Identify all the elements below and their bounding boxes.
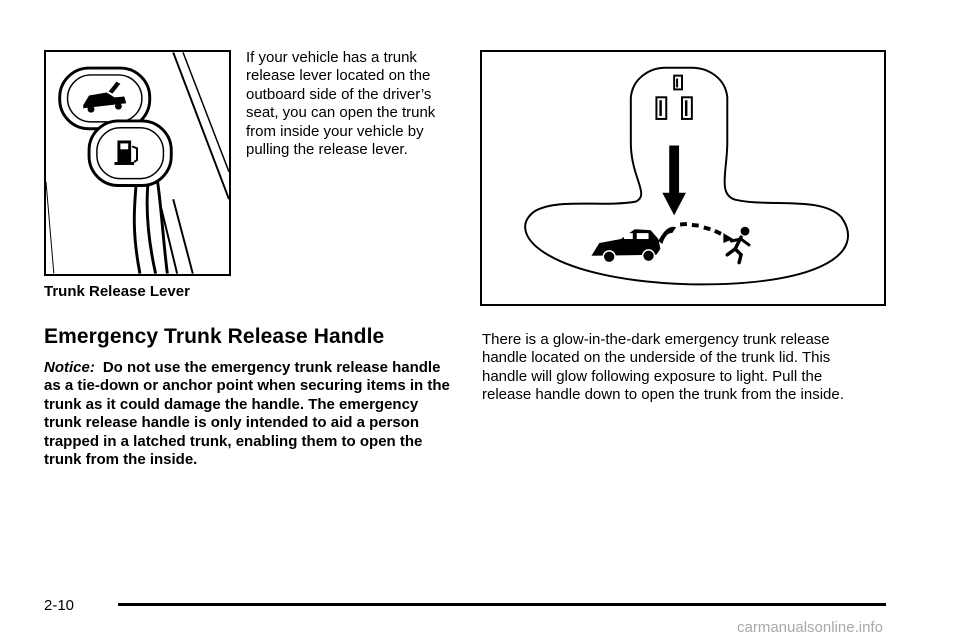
- watermark-text: carmanualsonline.info: [737, 619, 883, 636]
- trunk-release-lever-illustration: [46, 52, 229, 274]
- emergency-trunk-release-figure: [480, 50, 886, 306]
- footer-rule: [118, 603, 886, 606]
- trunk-release-lever-figure: [44, 50, 231, 276]
- emergency-release-handle-illustration: [482, 52, 884, 304]
- page-number: 2-10: [44, 597, 75, 614]
- emergency-release-paragraph: There is a glow-in-the-dark emergency trunk release handle located on the underside of the trunk lid. This handle will glow following exposure to light. Pull the release handle down to open the trunk from the inside.: [482, 331, 844, 404]
- fuel-door-lever-icon: [89, 121, 171, 186]
- emergency-release-heading: Emergency Trunk Release Handle: [44, 325, 385, 348]
- trunk-release-lever-caption: Trunk Release Lever: [44, 283, 190, 300]
- notice-paragraph: [44, 359, 454, 469]
- notice-label: Notice:: [44, 359, 95, 376]
- notice-text: Do not use the emergency trunk release handle as a tie-down or anchor point when securing items in the trunk as it could damage the handle. The emergency trunk release handle is only intended to aid a person trapped in a latched trunk, enabling them to open the trunk from the inside.: [44, 359, 450, 469]
- trunk-release-lever-paragraph: If your vehicle has a trunk release lever located on the outboard side of the driver’s seat, you can open the trunk from inside your vehicle by pulling the release lever.: [246, 49, 436, 159]
